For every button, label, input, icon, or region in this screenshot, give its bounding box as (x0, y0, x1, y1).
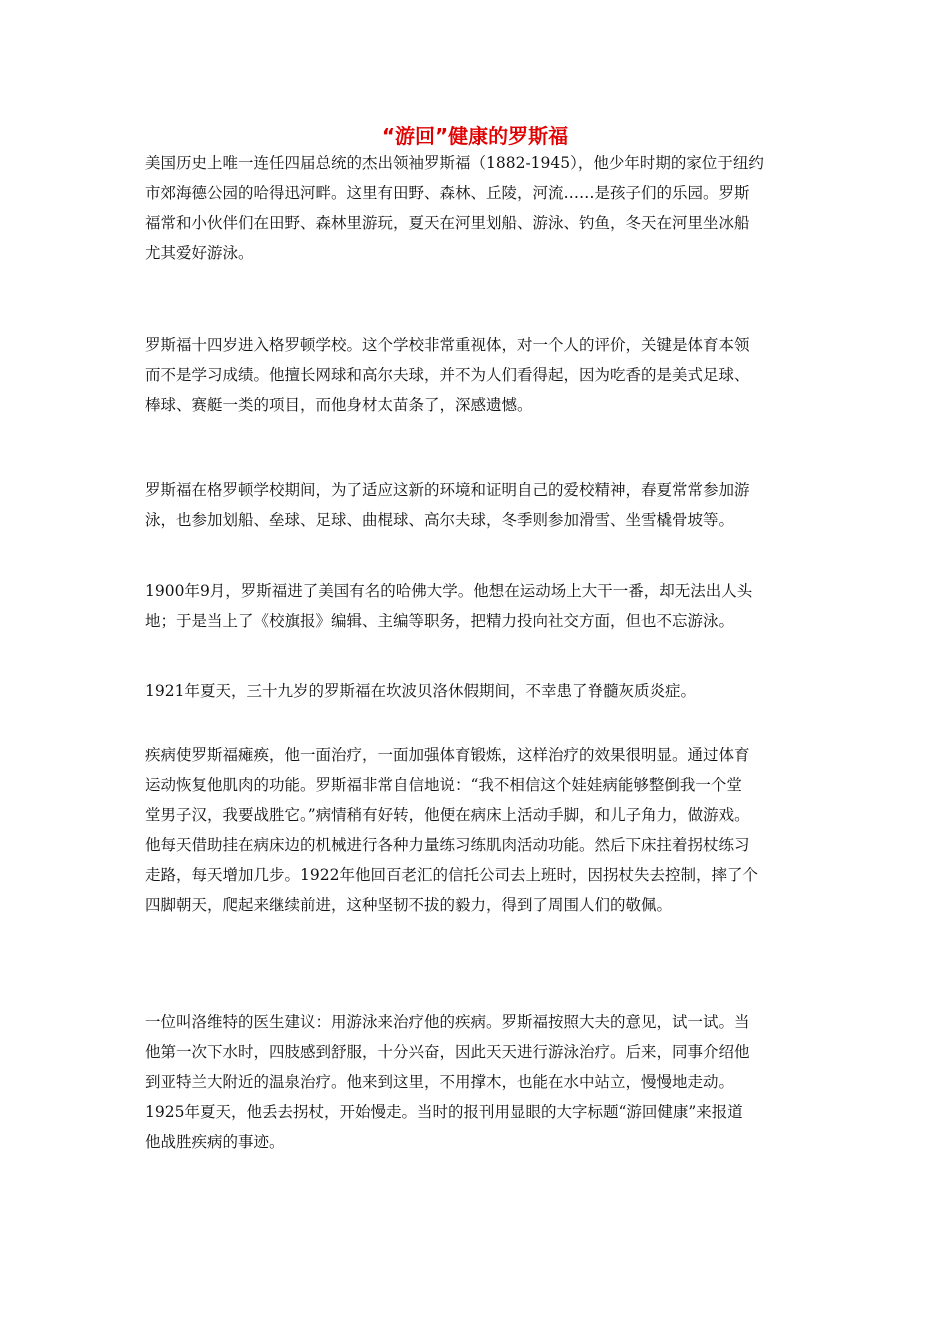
paragraph-line: 堂男子汉，我要战胜它。”病情稍有好转，他便在病床上活动手脚，和儿子角力，做游戏。 (145, 806, 750, 824)
paragraph-line: 福常和小伙伴们在田野、森林里游玩，夏天在河里划船、游泳、钓鱼，冬天在河里坐冰船 (145, 214, 750, 232)
paragraph-3 (145, 475, 750, 535)
paragraph-line: 美国历史上唯一连任四届总统的杰出领袖罗斯福（1882-1945），他少年时期的家位于纽约 (145, 154, 764, 172)
paragraph-line: 而不是学习成绩。他擅长网球和高尔夫球，并不为人们看得起，因为吃香的是美式足球、 (145, 366, 750, 384)
paragraph-line: 他每天借助挂在病床边的机械进行各种力量练习练肌肉活动功能。然后下床拄着拐杖练习 (145, 836, 750, 854)
paragraph-line: 尤其爱好游泳。 (145, 244, 254, 262)
paragraph-5 (145, 676, 696, 706)
paragraph-line: 市郊海德公园的哈得迅河畔。这里有田野、森林、丘陵，河流……是孩子们的乐园。罗斯 (145, 184, 750, 202)
paragraph-line: 一位叫洛维特的医生建议：用游泳来治疗他的疾病。罗斯福按照大夫的意见，试一试。当 (145, 1013, 750, 1031)
paragraph-6 (145, 740, 758, 920)
paragraph-line: 运动恢复他肌肉的功能。罗斯福非常自信地说：“我不相信这个娃娃病能够整倒我一个堂 (145, 776, 742, 794)
paragraph-line: 1900年9月，罗斯福进了美国有名的哈佛大学。他想在运动场上大干一番，却无法出人头 (145, 582, 753, 600)
paragraph-line: 罗斯福在格罗顿学校期间，为了适应这新的环境和证明自己的爱校精神，春夏常常参加游 (145, 481, 750, 499)
paragraph-line: 到亚特兰大附近的温泉治疗。他来到这里，不用撑木，也能在水中站立，慢慢地走动。 (145, 1073, 735, 1091)
paragraph-1 (145, 148, 764, 268)
paragraph-line: 地；于是当上了《校旗报》编辑、主编等职务，把精力投向社交方面，但也不忘游泳。 (145, 612, 735, 630)
paragraph-line: 走路，每天增加几步。1922年他回百老汇的信托公司去上班时，因拐杖失去控制，摔了个 (145, 866, 758, 884)
paragraph-line: 1921年夏天，三十九岁的罗斯福在坎波贝洛休假期间，不幸患了脊髓灰质炎症。 (145, 682, 696, 700)
paragraph-4 (145, 576, 752, 636)
paragraph-line: 疾病使罗斯福瘫痪，他一面治疗，一面加强体育锻炼，这样治疗的效果很明显。通过体育 (145, 746, 750, 764)
paragraph-line: 1925年夏天，他丢去拐杖，开始慢走。当时的报刊用显眼的大字标题“游回健康”来报道 (145, 1103, 743, 1121)
paragraph-line: 四脚朝天，爬起来继续前进，这种坚韧不拔的毅力，得到了周围人们的敬佩。 (145, 896, 673, 914)
paragraph-line: 罗斯福十四岁进入格罗顿学校。这个学校非常重视体，对一个人的评价，关键是体育本领 (145, 336, 750, 354)
paragraph-line: 棒球、赛艇一类的项目，而他身材太苗条了，深感遗憾。 (145, 396, 533, 414)
paragraph-7 (145, 1007, 750, 1157)
paragraph-line: 他第一次下水时，四肢感到舒服，十分兴奋，因此天天进行游泳治疗。后来，同事介绍他 (145, 1043, 750, 1061)
paragraph-2 (145, 330, 750, 420)
paragraph-line: 泳，也参加划船、垒球、足球、曲棍球、高尔夫球，冬季则参加滑雪、坐雪橇骨坡等。 (145, 511, 735, 529)
document-title: “游回”健康的罗斯福 (381, 124, 569, 148)
paragraph-line: 他战胜疾病的事迹。 (145, 1133, 285, 1151)
